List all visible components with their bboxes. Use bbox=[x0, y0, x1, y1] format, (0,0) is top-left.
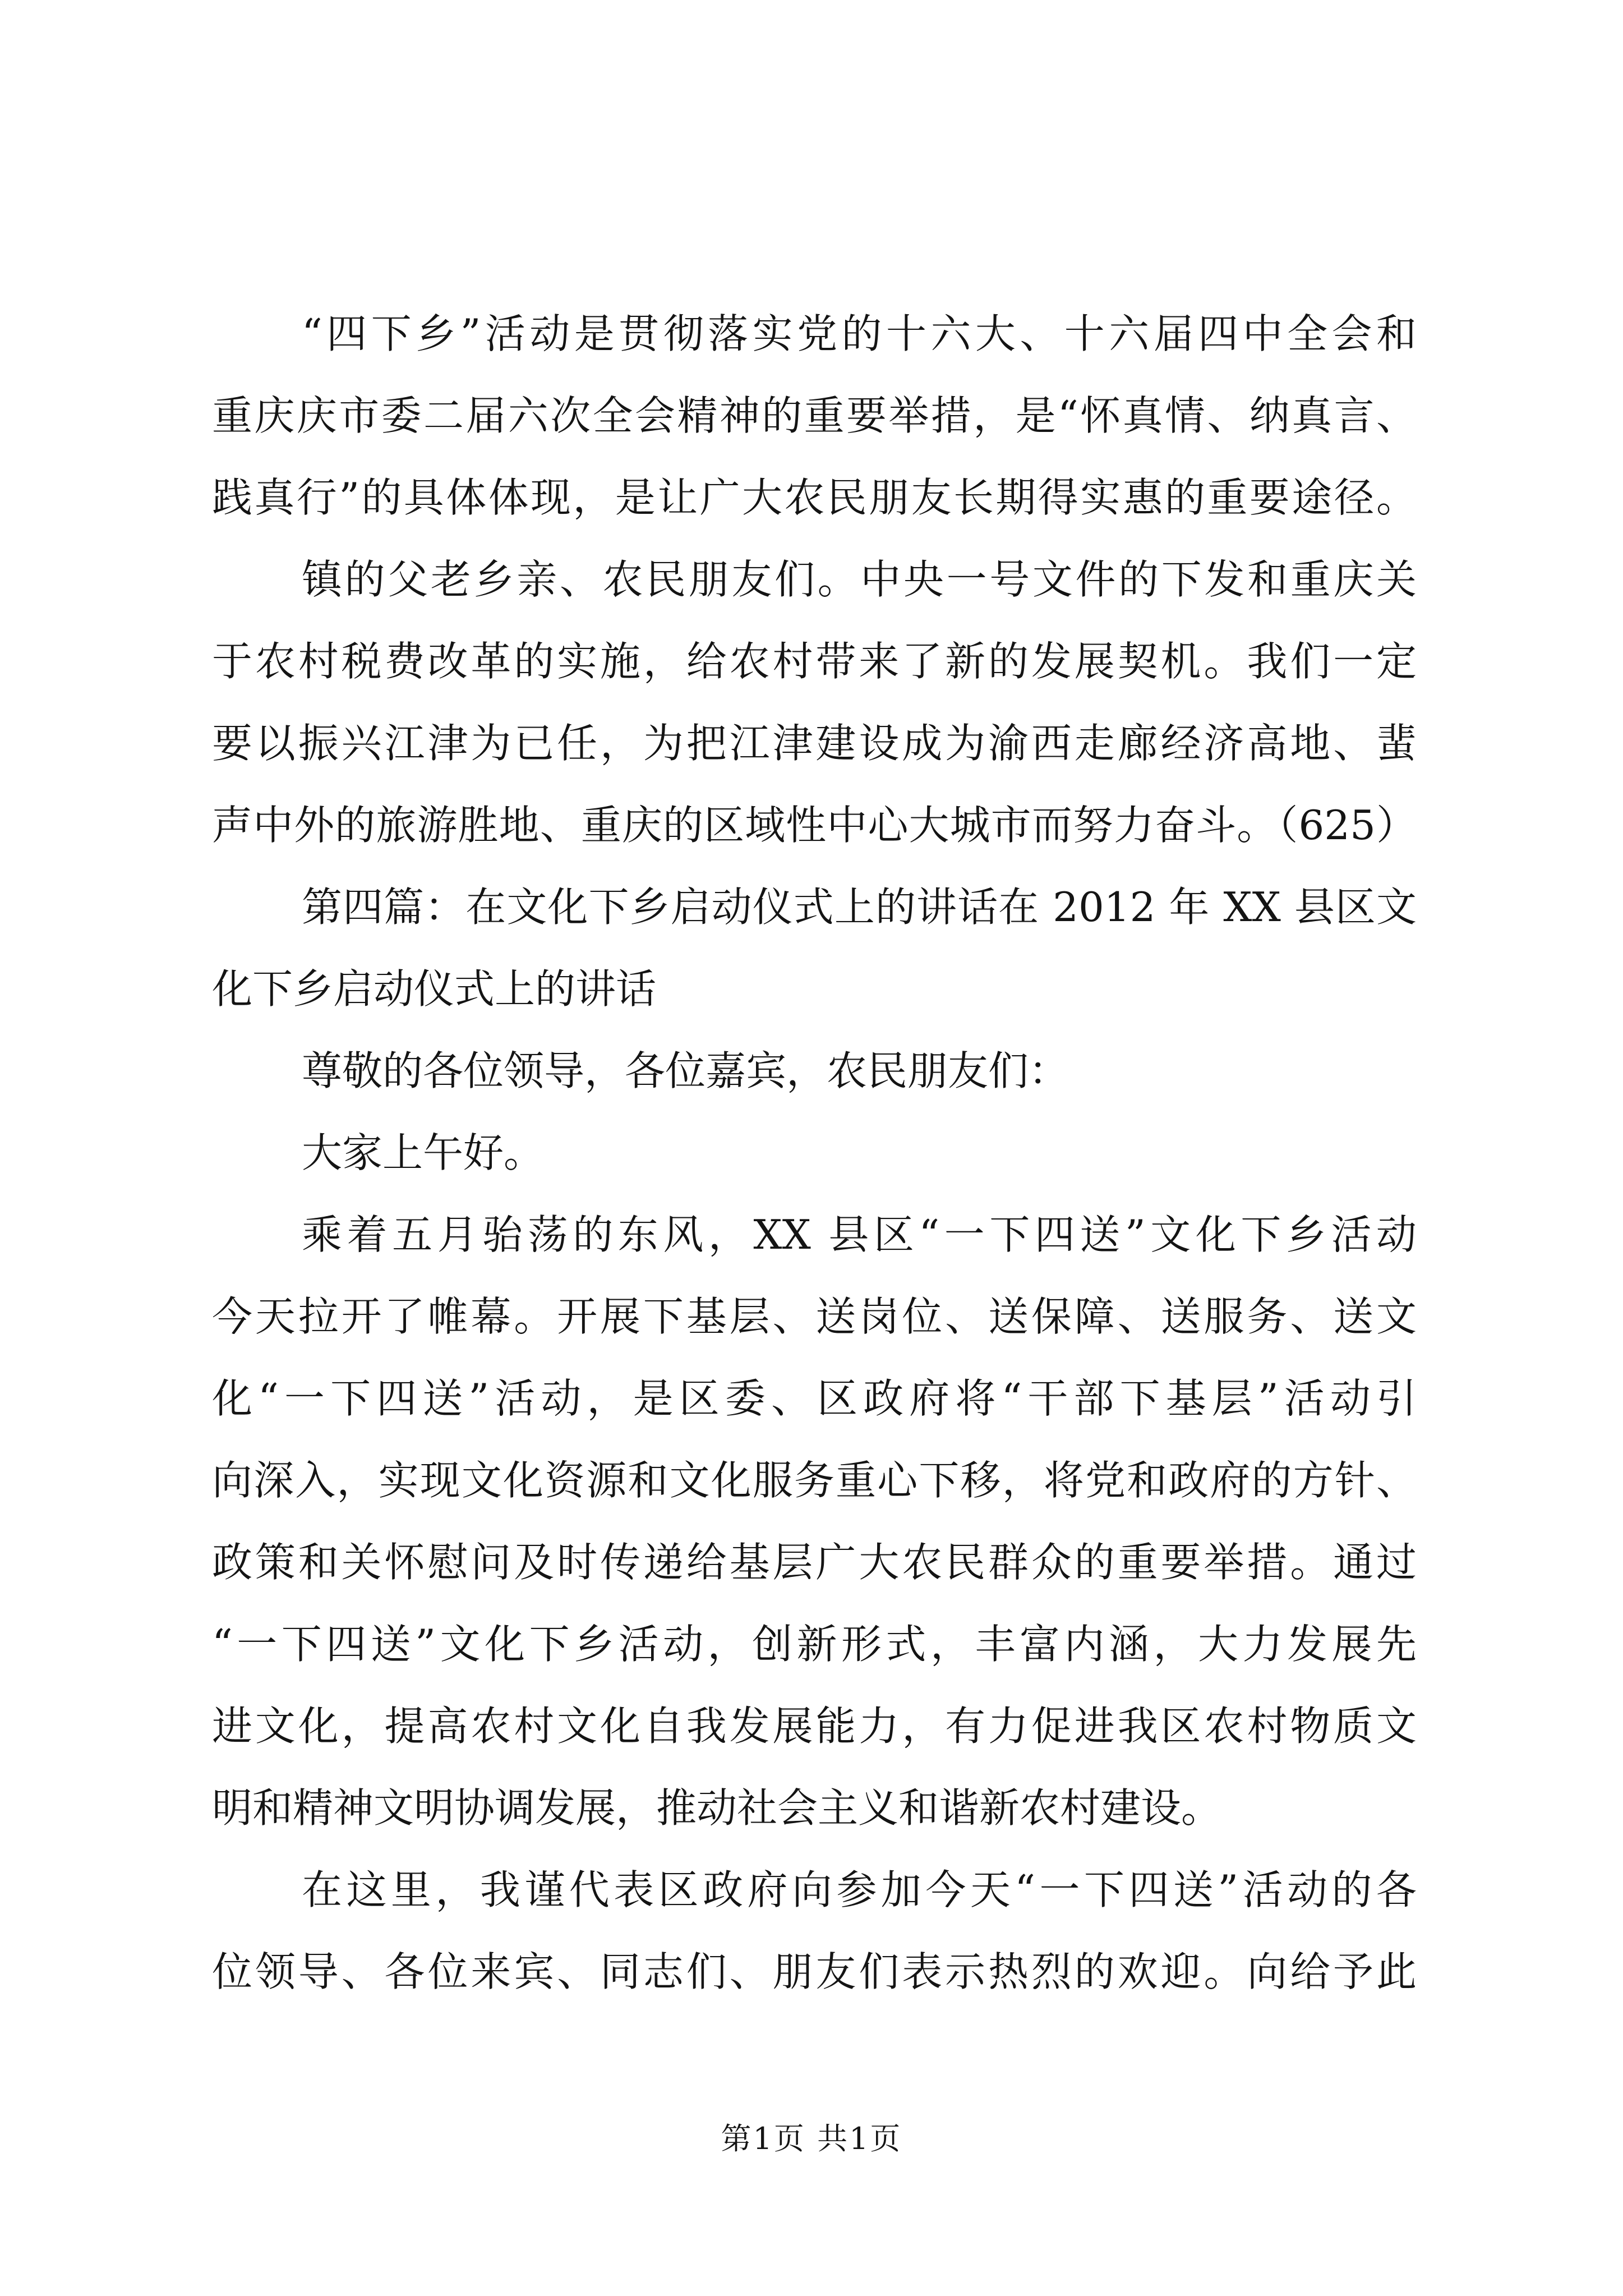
section-heading bbox=[212, 866, 1417, 1030]
text-line: 第四篇：在文化下乡启动仪式上的讲话在 2012 年 XX 县区文 bbox=[302, 884, 1417, 931]
text-line: 镇的父老乡亲、农民朋友们。中央一号文件的下发和重庆关 bbox=[302, 556, 1417, 603]
text-line: 明和精神文明协调发展，推动社会主义和谐新农村建设。 bbox=[212, 1784, 1222, 1832]
paragraph bbox=[212, 1194, 1417, 1849]
text-line: 践真行”的具体体现，是让广大农民朋友长期得实惠的重要途径。 bbox=[212, 474, 1417, 521]
paragraph bbox=[212, 1849, 1417, 2013]
paragraph bbox=[212, 293, 1417, 539]
text-line: 位领导、各位来宾、同志们、朋友们表示热烈的欢迎。向给予此 bbox=[212, 1948, 1417, 1995]
text-line: 今天拉开了帷幕。开展下基层、送岗位、送保障、送服务、送文 bbox=[212, 1293, 1417, 1340]
text-line: 要以振兴江津为已任，为把江津建设成为渝西走廊经济高地、蜚 bbox=[212, 720, 1417, 767]
text-line: “一下四送”文化下乡活动，创新形式，丰富内涵，大力发展先 bbox=[212, 1621, 1417, 1668]
text-line: 进文化，提高农村文化自我发展能力，有力促进我区农村物质文 bbox=[212, 1703, 1417, 1750]
page-number-footer: 第1页 共1页 bbox=[721, 2121, 902, 2156]
paragraph bbox=[212, 539, 1417, 866]
text-line: 向深入，实现文化资源和文化服务重心下移，将党和政府的方针、 bbox=[212, 1457, 1417, 1504]
text-line: 声中外的旅游胜地、重庆的区域性中心大城市而努力奋斗。（625） bbox=[212, 802, 1417, 849]
text-line: 化“一下四送”活动，是区委、区政府将“干部下基层”活动引 bbox=[212, 1375, 1417, 1422]
text-line: 化下乡启动仪式上的讲话 bbox=[212, 965, 657, 1013]
text-line: 于农村税费改革的实施，给农村带来了新的发展契机。我们一定 bbox=[212, 638, 1417, 685]
text-line: 重庆庆市委二届六次全会精神的重要举措，是“怀真情、纳真言、 bbox=[212, 392, 1417, 439]
text-line: 大家上午好。 bbox=[302, 1129, 545, 1176]
text-line: “四下乡”活动是贯彻落实党的十六大、十六届四中全会和 bbox=[302, 310, 1417, 357]
text-line: 尊敬的各位领导，各位嘉宾，农民朋友们： bbox=[302, 1047, 1069, 1094]
text-line: 政策和关怀慰问及时传递给基层广大农民群众的重要举措。通过 bbox=[212, 1539, 1417, 1586]
text-line: 在这里，我谨代表区政府向参加今天“一下四送”活动的各 bbox=[302, 1866, 1417, 1913]
text-line: 乘着五月骀荡的东风，XX 县区“一下四送”文化下乡活动 bbox=[302, 1211, 1417, 1258]
document-body bbox=[212, 293, 1417, 2013]
greeting bbox=[212, 1112, 1417, 1194]
salutation bbox=[212, 1030, 1417, 1112]
